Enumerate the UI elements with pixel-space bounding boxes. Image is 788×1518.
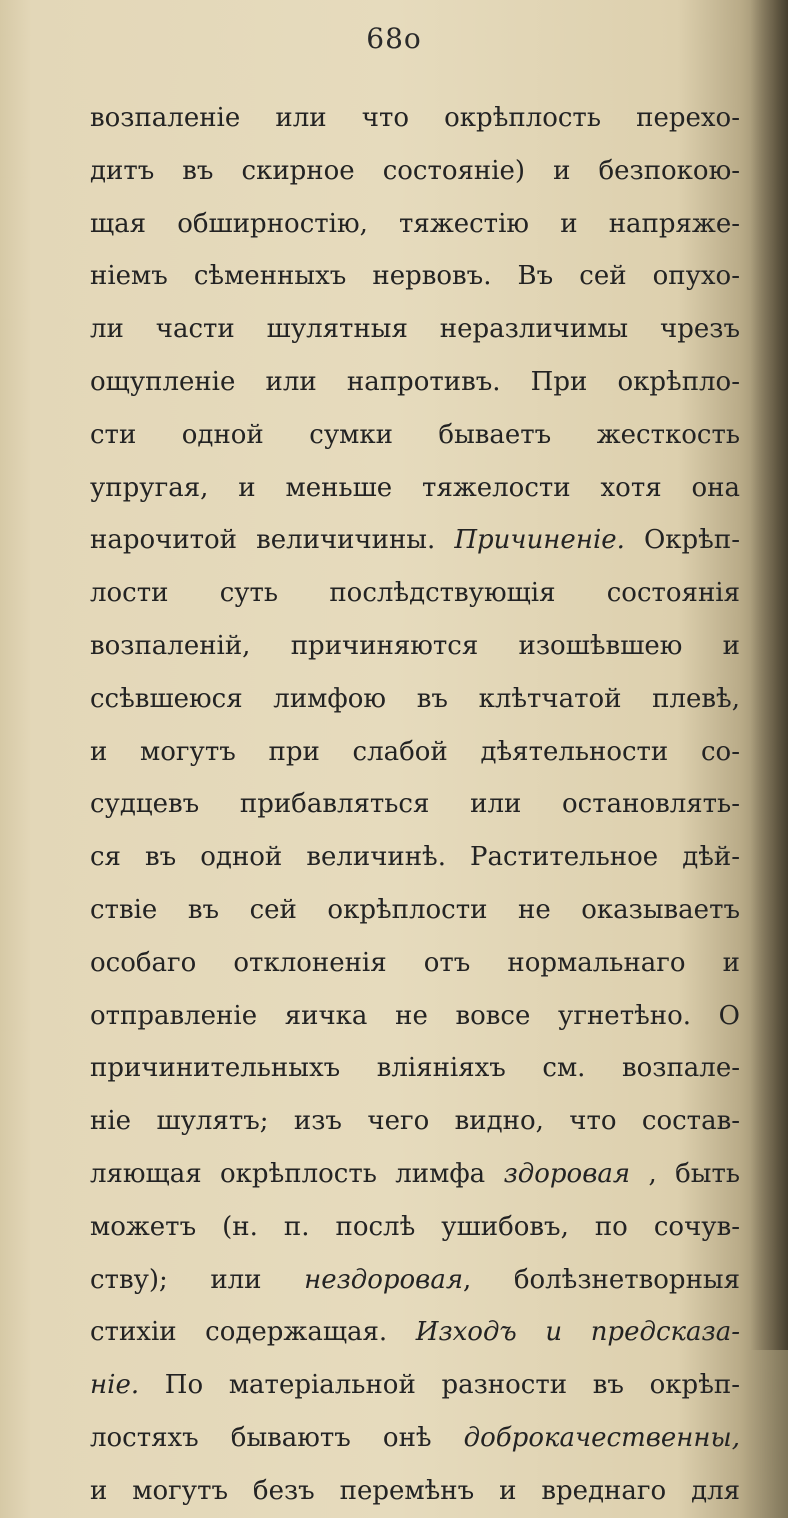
text-line: [90, 1095, 740, 1148]
text-segment: ніемъ сѣменныхъ нервовъ. Въ сей опухо-: [90, 261, 740, 292]
text-segment: , болѣзнетворныя: [463, 1264, 740, 1295]
text-segment: сти одной сумки бываетъ жесткость: [90, 419, 740, 450]
text-line: [90, 409, 740, 462]
text-segment: ніе шулятъ; изъ чего видно, что состав-: [90, 1106, 740, 1137]
text-line: [90, 356, 740, 409]
text-line: [90, 990, 740, 1043]
text-line: [90, 1359, 740, 1412]
text-line: [90, 1412, 740, 1465]
italic-text-segment: здоровая: [503, 1158, 631, 1189]
italic-text-segment: Изходъ и предсказа-: [415, 1317, 740, 1348]
text-segment: и могутъ безъ перемѣнъ и вреднаго для: [90, 1475, 740, 1506]
text-segment: лости суть послѣдствующія состоянія: [90, 578, 740, 609]
text-line: [90, 1042, 740, 1095]
text-line: [90, 620, 740, 673]
text-segment: ствіе въ сей окрѣплости не оказываетъ: [90, 894, 740, 925]
text-line: [90, 1306, 740, 1359]
text-line: [90, 198, 740, 251]
text-segment: Окрѣп-: [624, 525, 740, 556]
text-line: [90, 567, 740, 620]
text-segment: причинительныхъ вліяніяхъ см. возпале-: [90, 1053, 740, 1084]
text-segment: ощупленіе или напротивъ. При окрѣпло-: [90, 366, 740, 397]
text-line: [90, 726, 740, 779]
italic-text-segment: Причиненіе.: [454, 525, 625, 556]
italic-text-segment: ніе.: [90, 1370, 140, 1401]
text-line: [90, 462, 740, 515]
text-segment: можетъ (н. п. послѣ ушибовъ, по сочув-: [90, 1211, 740, 1242]
text-segment: , быть: [630, 1158, 740, 1189]
text-segment: ли части шулятныя неразличимы чрезъ: [90, 314, 740, 345]
text-line: [90, 92, 740, 145]
page-number: 68о: [366, 22, 422, 55]
text-line: [90, 831, 740, 884]
text-line: [90, 1201, 740, 1254]
text-line: [90, 145, 740, 198]
text-segment: упругая, и меньше тяжелости хотя она: [90, 472, 740, 503]
text-segment: ся въ одной величинѣ. Растительное дѣй-: [90, 842, 740, 873]
text-segment: отправленіе яичка не вовсе угнетѣно. О: [90, 1000, 740, 1031]
text-segment: возпаленій, причиняются изошѣвшею и: [90, 630, 740, 661]
text-segment: ссѣвшеюся лимфою въ клѣтчатой плевѣ,: [90, 683, 740, 714]
text-line: [90, 250, 740, 303]
text-segment: ляющая окрѣплость лимфа: [90, 1158, 504, 1189]
text-segment: нарочитой величичины.: [90, 525, 455, 556]
text-segment: возпаленіе или что окрѣплость перехо-: [90, 103, 740, 133]
text-line: [90, 1254, 740, 1307]
italic-text-segment: доброкачественны,: [463, 1422, 740, 1453]
text-line: [90, 884, 740, 937]
text-line: [90, 1465, 740, 1518]
text-segment: щая обширностію, тяжестію и напряже-: [90, 208, 740, 239]
text-segment: особаго отклоненія отъ нормальнаго и: [90, 947, 740, 978]
text-segment: лостяхъ бываютъ онѣ: [90, 1422, 464, 1453]
text-line: [90, 673, 740, 726]
text-line: [90, 937, 740, 990]
text-line: [90, 303, 740, 356]
text-segment: стихіи содержащая.: [90, 1317, 416, 1348]
text-segment: и могутъ при слабой дѣятельности со-: [90, 736, 740, 767]
text-line: [90, 778, 740, 831]
italic-text-segment: нездоровая: [304, 1264, 464, 1295]
text-segment: По матеріальной разности въ окрѣп-: [139, 1370, 740, 1401]
page-edge-shadow: [750, 0, 788, 1350]
text-segment: ству); или: [90, 1264, 305, 1295]
text-segment: дитъ въ скирное состояніе) и безпокою-: [90, 155, 740, 186]
text-segment: судцевъ прибавляться или остановлять-: [90, 789, 740, 820]
body-text: [90, 92, 740, 1518]
text-line: [90, 514, 740, 567]
text-line: [90, 1148, 740, 1201]
